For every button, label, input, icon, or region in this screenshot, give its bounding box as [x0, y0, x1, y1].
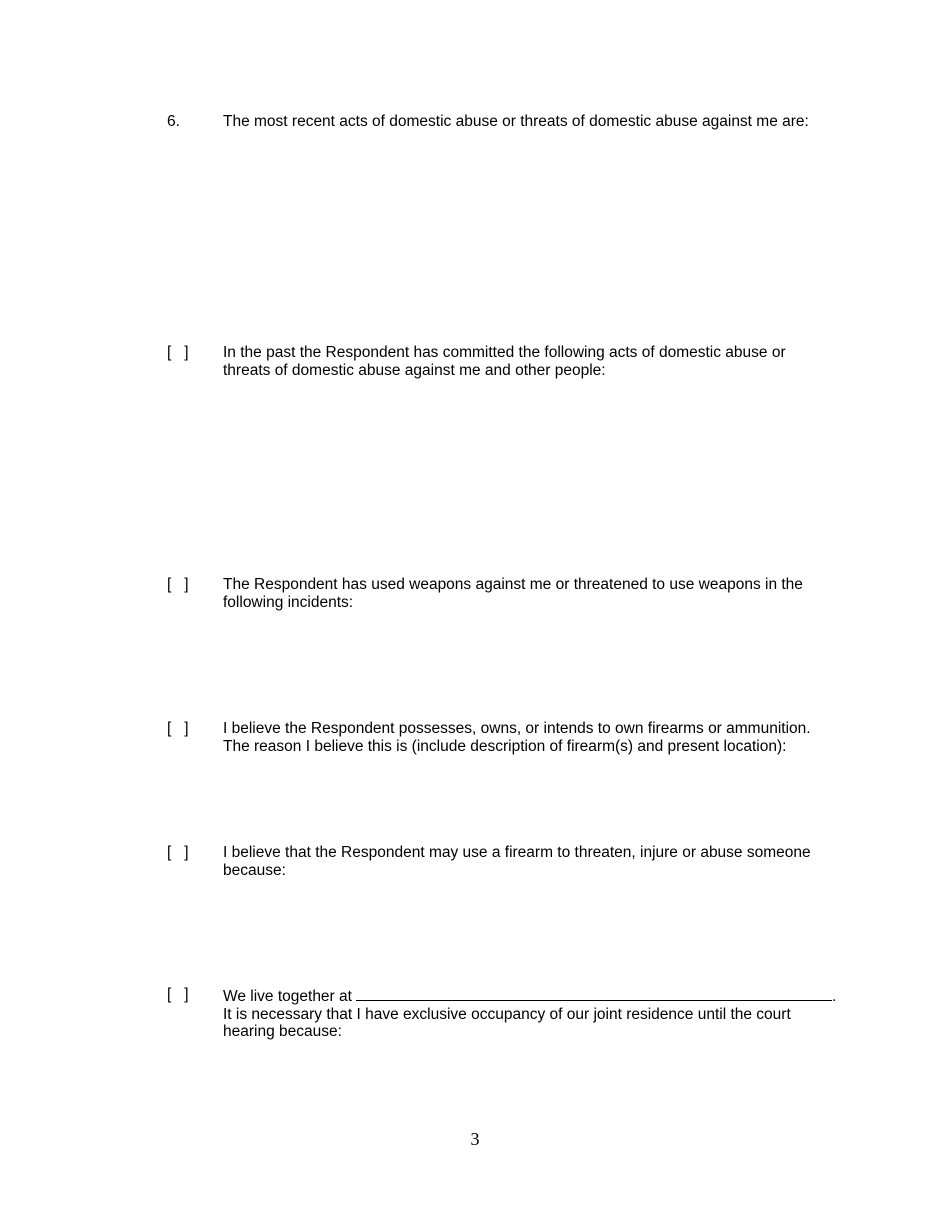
item-text: following incidents: — [223, 593, 354, 611]
item-text: hearing because: — [223, 1023, 342, 1040]
item-text: In the past the Respondent has committed the following acts of domestic abuse or — [223, 344, 786, 361]
item-text: I believe the Respondent possesses, owns, or intends to own firearms or ammunition. — [223, 720, 811, 737]
page-number: 3 — [470, 1129, 480, 1149]
item-text: threats of domestic abuse against me and other people: — [223, 361, 606, 379]
residence-address-field[interactable] — [356, 986, 832, 1001]
item-text: because: — [223, 861, 286, 879]
period: . — [831, 988, 837, 1005]
checkbox[interactable]: [ ] — [167, 720, 189, 737]
item-text: It is necessary that I have exclusive occupancy of our joint residence until the court — [223, 1005, 791, 1023]
item-text: The Respondent has used weapons against me or threatened to use weapons in the — [223, 576, 803, 593]
item-text: The most recent acts of domestic abuse or threats of domestic abuse against me are: — [223, 113, 809, 130]
checkbox[interactable]: [ ] — [167, 576, 189, 593]
item-number: 6. — [167, 113, 180, 130]
residence-label: We live together at — [223, 988, 352, 1005]
checkbox[interactable]: [ ] — [167, 344, 189, 361]
checkbox[interactable]: [ ] — [167, 844, 189, 861]
checkbox[interactable]: [ ] — [167, 986, 189, 1003]
item-text: I believe that the Respondent may use a firearm to threaten, injure or abuse someone — [223, 844, 811, 861]
item-text: The reason I believe this is (include description of firearm(s) and present location): — [223, 737, 787, 755]
